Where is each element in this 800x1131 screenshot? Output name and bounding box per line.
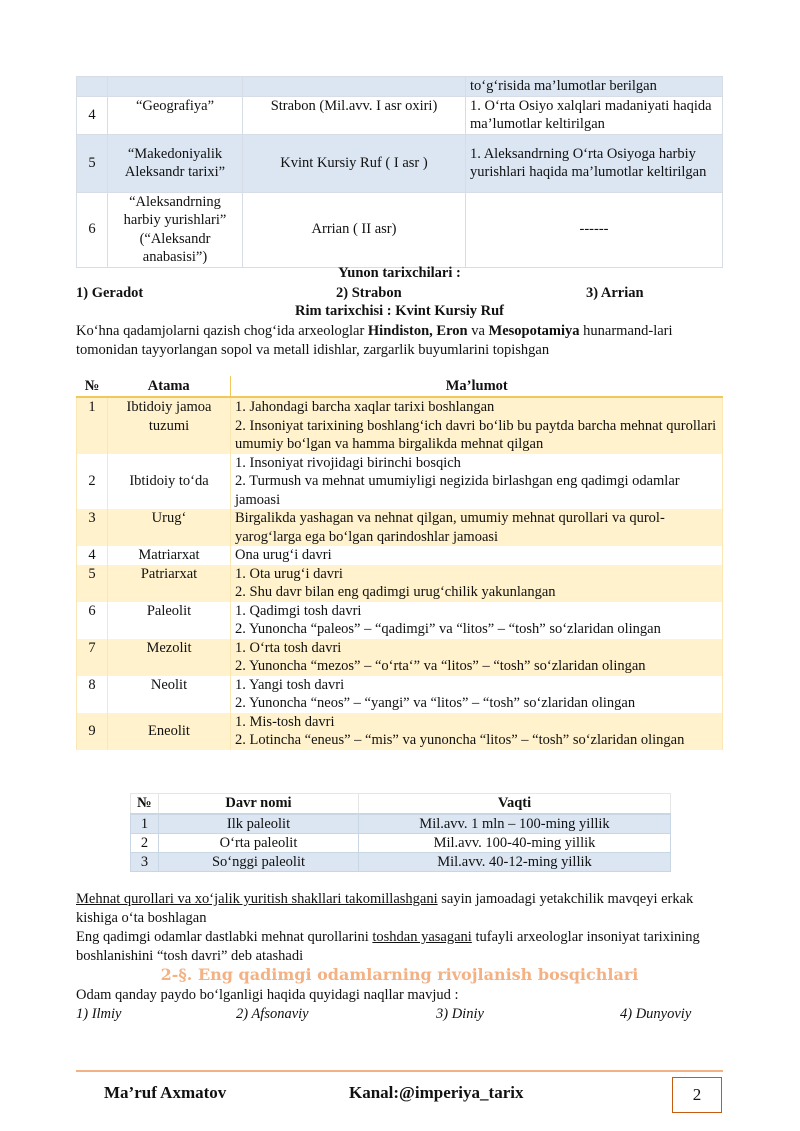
- info: [231, 565, 723, 602]
- term: Eneolit: [108, 713, 231, 750]
- info-line: 1. Ota urug‘i davri: [235, 565, 343, 582]
- header-term: Atama: [108, 376, 231, 397]
- text: hunarmand-lari tomonidan tayyorlangan sopol va metall idishlar, zargarlik buyumlarini topishgan: [76, 323, 673, 358]
- table-row: [131, 853, 671, 872]
- greek-historians-heading: Yunon tarixchilari :: [338, 265, 461, 281]
- bold-text: Mesopotamiya: [488, 323, 580, 339]
- info: 1. Aleksandrning O‘rta Osiyoga harbiy yurishlari haqida ma’lumotlar keltirilgan: [466, 134, 723, 192]
- info-line: 2. Insoniyat tarixining boshlang‘ich davri bo‘lib bu paytda barcha mehnat qurollari umumiy bo‘lgan va hamma birgalikda mehnat qilgan: [235, 417, 717, 452]
- row-number: 4: [77, 96, 108, 134]
- info: ------: [466, 192, 723, 267]
- greek-historian-2: 2) Strabon: [336, 285, 402, 301]
- table-row: [77, 77, 723, 97]
- info: [231, 602, 723, 639]
- table-row: [77, 397, 723, 454]
- work-title: “Geografiya”: [108, 96, 243, 134]
- table-row: [77, 454, 723, 510]
- row-number: 4: [77, 546, 108, 565]
- author: [243, 77, 466, 97]
- info: [231, 546, 723, 565]
- term: Patriarxat: [108, 565, 231, 602]
- view-item-4: 4) Dunyoviy: [620, 1006, 692, 1022]
- info-line: 1. O‘rta tosh davri: [235, 639, 342, 656]
- term: Paleolit: [108, 602, 231, 639]
- author: Kvint Kursiy Ruf ( I asr ): [243, 134, 466, 192]
- underlined-text: Mehnat qurollari va xo‘jalik yuritish shakllari takomillashgani: [76, 891, 438, 907]
- table-row: [77, 192, 723, 267]
- row-number: 8: [77, 676, 108, 713]
- terms-table: [76, 376, 723, 750]
- row-number: 9: [77, 713, 108, 750]
- table-row: [77, 639, 723, 676]
- view-item-1: 1) Ilmiy: [76, 1006, 122, 1022]
- paragraph-finds: [76, 322, 726, 360]
- info-line: 2. Shu davr bilan eng qadimgi urug‘chilik yakunlangan: [235, 584, 556, 600]
- period-time: Mil.avv. 100-40-ming yillik: [359, 834, 671, 853]
- info-line: 1. Yangi tosh davri: [235, 676, 345, 693]
- info-line: Ona urug‘i davri: [235, 547, 332, 563]
- greek-historian-1: 1) Geradot: [76, 285, 144, 301]
- row-number: 6: [77, 602, 108, 639]
- term: Ibtidoiy jamoa tuzumi: [108, 397, 231, 454]
- table-row: [77, 602, 723, 639]
- row-number: 1: [131, 814, 159, 834]
- term: Matriarxat: [108, 546, 231, 565]
- row-number: 7: [77, 639, 108, 676]
- period-name: Ilk paleolit: [159, 814, 359, 834]
- table-row: [77, 546, 723, 565]
- row-number: 2: [77, 454, 108, 510]
- text: Eng qadimgi odamlar dastlabki mehnat qurollarini: [76, 929, 373, 945]
- text: va: [467, 323, 489, 339]
- footer-channel: Kanal:@imperiya_tarix: [349, 1083, 524, 1102]
- text: Ko‘hna qadamjolarni qazish chog‘ida arxeologlar: [76, 323, 368, 339]
- paragraph-origin-views: Odam qanday paydo bo‘lganligi haqida quyidagi naqllar mavjud :: [76, 987, 459, 1003]
- row-number: 2: [131, 834, 159, 853]
- view-item-2: 2) Afsonaviy: [236, 1006, 309, 1022]
- text: sayin jamoadagi yetakchilik mavqeyi erkak kishiga o‘ta boshlagan: [76, 891, 694, 926]
- info: [231, 639, 723, 676]
- work-title: “Aleksandrning harbiy yurishlari” (“Aleksandr anabasisi”): [108, 192, 243, 267]
- info: [231, 397, 723, 454]
- info: to‘g‘risida ma’lumotlar berilgan: [466, 77, 723, 97]
- table-row: [131, 834, 671, 853]
- row-number: 3: [131, 853, 159, 872]
- info-line: 1. Jahondagi barcha xaqlar tarixi boshlangan: [235, 399, 495, 415]
- work-title: “Makedoniyalik Aleksandr tarixi”: [108, 134, 243, 192]
- table-row: [77, 96, 723, 134]
- info-line: 1. Mis-tosh davri: [235, 713, 335, 730]
- view-item-3: 3) Diniy: [436, 1006, 484, 1022]
- paragraph-stone-age: [76, 928, 726, 966]
- row-number: 5: [77, 565, 108, 602]
- table-row: [77, 565, 723, 602]
- header-period: Davr nomi: [159, 794, 359, 815]
- section-title: 2-§. Eng qadimgi odamlarning rivojlanish bosqichlari: [160, 965, 639, 984]
- term: Neolit: [108, 676, 231, 713]
- info-line: Birgalikda yashagan va nehnat qilgan, umumiy mehnat qurollari va qurol-yarog‘larga ega bo‘lgan qarindoshlar jamoasi: [235, 510, 665, 545]
- underlined-text: toshdan yasagani: [372, 929, 472, 945]
- table-row: [77, 134, 723, 192]
- header-num: №: [131, 794, 159, 815]
- info: [231, 509, 723, 546]
- info-line: 2. Turmush va mehnat umumiyligi negizida birlashgan eng qadimgi odamlar jamoasi: [235, 473, 680, 508]
- text: tufayli arxeologlar insoniyat tarixining boshlanishini “tosh davri” deb atashadi: [76, 929, 700, 964]
- table-row: [77, 713, 723, 750]
- row-number: [77, 77, 108, 97]
- term: Mezolit: [108, 639, 231, 676]
- work-title: [108, 77, 243, 97]
- term: Urug‘: [108, 509, 231, 546]
- period-name: O‘rta paleolit: [159, 834, 359, 853]
- info: [231, 454, 723, 510]
- sources-table: [76, 76, 723, 268]
- author: Strabon (Mil.avv. I asr oxiri): [243, 96, 466, 134]
- bold-text: Hindiston, Eron: [367, 323, 468, 339]
- header-time: Vaqti: [359, 794, 671, 815]
- info-line: 1. Qadimgi tosh davri: [235, 602, 362, 619]
- header-info: Ma’lumot: [231, 376, 723, 397]
- row-number: 6: [77, 192, 108, 267]
- roman-historian-heading: Rim tarixchisi : Kvint Kursiy Ruf: [294, 303, 505, 319]
- footer-author: Ma’ruf Axmatov: [104, 1083, 227, 1102]
- info: 1. O‘rta Osiyo xalqlari madaniyati haqida ma’lumotlar keltirilgan: [466, 96, 723, 134]
- table-header: [131, 794, 671, 815]
- paleolithic-periods-table: [130, 793, 671, 872]
- table-row: [77, 676, 723, 713]
- info-line: 2. Lotincha “eneus” – “mis” va yunoncha “litos” – “tosh” so‘zlaridan olingan: [235, 732, 685, 748]
- info: [231, 676, 723, 713]
- period-time: Mil.avv. 40-12-ming yillik: [359, 853, 671, 872]
- period-time: Mil.avv. 1 mln – 100-ming yillik: [359, 814, 671, 834]
- author: Arrian ( II asr): [243, 192, 466, 267]
- footer-divider: [76, 1070, 723, 1072]
- info-line: 2. Yunoncha “paleos” – “qadimgi” va “litos” – “tosh” so‘zlaridan olingan: [235, 621, 661, 637]
- page-number: 2: [672, 1077, 722, 1113]
- row-number: 1: [77, 397, 108, 454]
- table-row: [77, 509, 723, 546]
- greek-historian-3: 3) Arrian: [586, 285, 644, 301]
- paragraph-leadership: [76, 890, 726, 928]
- row-number: 3: [77, 509, 108, 546]
- info-line: 2. Yunoncha “neos” – “yangi” va “litos” – “tosh” so‘zlaridan olingan: [235, 695, 636, 711]
- period-name: So‘nggi paleolit: [159, 853, 359, 872]
- term: Ibtidoiy to‘da: [108, 454, 231, 510]
- info-line: 2. Yunoncha “mezos” – “o‘rta‘” va “litos” – “tosh” so‘zlaridan olingan: [235, 658, 646, 674]
- header-num: №: [77, 376, 108, 397]
- info: [231, 713, 723, 750]
- row-number: 5: [77, 134, 108, 192]
- info-line: 1. Insoniyat rivojidagi birinchi bosqich: [235, 454, 461, 471]
- table-row: [131, 814, 671, 834]
- table-header: [77, 376, 723, 397]
